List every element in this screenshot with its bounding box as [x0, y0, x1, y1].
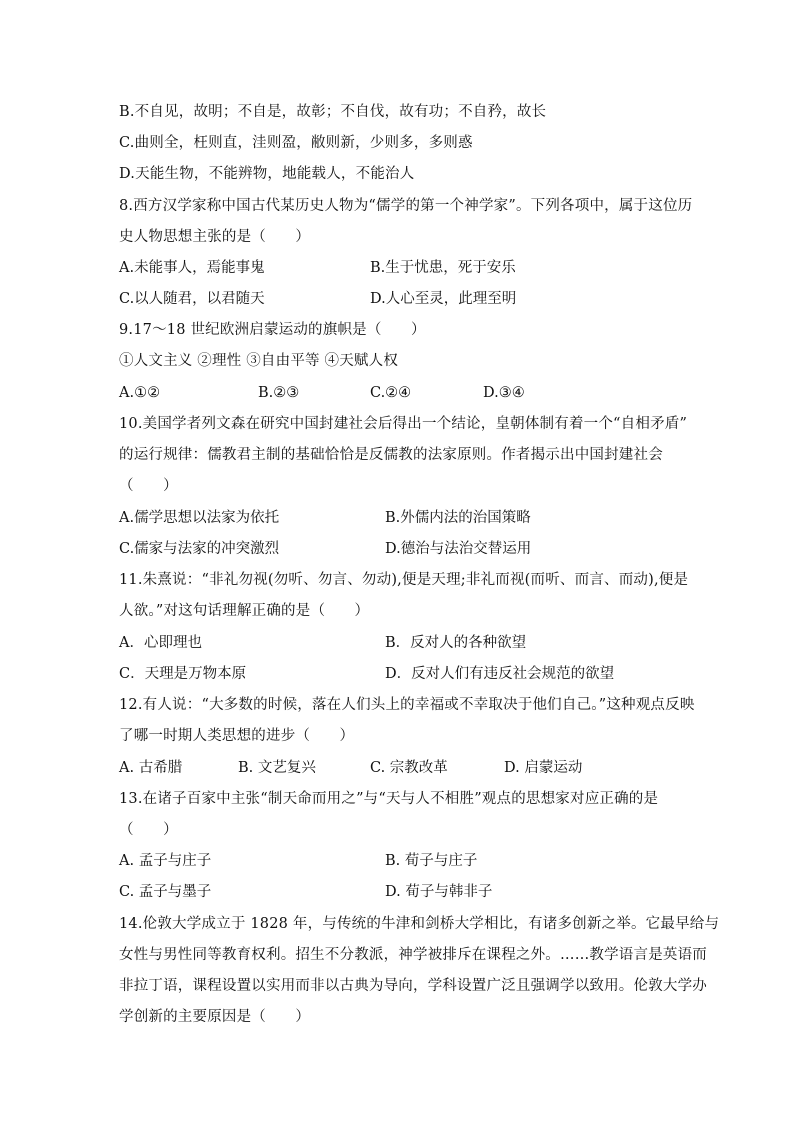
- question-13-option-a: A. 孟子与庄子: [119, 853, 212, 869]
- question-9-option-d: D.③④: [483, 385, 525, 401]
- question-8-stem-line2: 史人物思想主张的是（ ）: [119, 229, 311, 245]
- question-9-stem-line2: ①人文主义 ②理性 ③自由平等 ④天赋人权: [119, 353, 399, 369]
- question-10-option-b: B.外儒内法的治国策略: [385, 510, 531, 526]
- prev-option-c: C.曲则全，枉则直，洼则盈，敝则新，少则多，多则惑: [119, 135, 473, 151]
- question-10-stem-line1: 10.美国学者列文森在研究中国封建社会后得出一个结论，皇朝体制有着一个“自相矛盾”: [119, 416, 688, 432]
- question-10-stem-line2: 的运行规律：儒教君主制的基础恰恰是反儒教的法家原则。作者揭示出中国封建社会: [119, 447, 663, 463]
- question-14-stem-line3: 非拉丁语，课程设置以实用而非以古典为导向，学科设置广泛且强调学以致用。伦敦大学办: [119, 978, 707, 994]
- question-8-stem-line1: 8.西方汉学家称中国古代某历史人物为“儒学的第一个神学家”。下列各项中，属于这位历: [119, 198, 693, 214]
- question-8-option-d: D.人心至灵，此理至明: [370, 291, 517, 307]
- question-8-option-b: B.生于忧患，死于安乐: [370, 260, 516, 276]
- question-14-stem-line4: 学创新的主要原因是（ ）: [119, 1009, 311, 1025]
- question-14-stem-line2: 女性与男性同等教育权利。招生不分教派，神学被排斥在课程之外。……教学语言是英语而: [119, 947, 707, 963]
- question-9-option-a: A.①②: [119, 385, 161, 401]
- question-10-option-a: A.儒学思想以法家为依托: [119, 510, 280, 526]
- question-9-stem-line1: 9.17～18 世纪欧洲启蒙运动的旗帜是（ ）: [119, 322, 426, 338]
- question-9-option-b: B.②③: [258, 385, 300, 401]
- question-10-stem-line3: （ ）: [119, 478, 178, 494]
- prev-option-b: B.不自见，故明；不自是，故彰；不自伐，故有功；不自矜，故长: [119, 104, 547, 120]
- question-12-option-a: A. 古希腊: [119, 760, 183, 776]
- question-13-stem-line2: （ ）: [119, 822, 178, 838]
- question-11-option-b: B．反对人的各种欲望: [385, 635, 527, 651]
- question-11-option-a: A．心即理也: [119, 635, 202, 651]
- question-12-option-b: B. 文艺复兴: [238, 760, 316, 776]
- question-10-option-d: D.德治与法治交替运用: [385, 541, 532, 557]
- question-13-stem-line1: 13.在诸子百家中主张“制天命而用之”与“天与人不相胜”观点的思想家对应正确的是: [119, 791, 659, 807]
- question-13-option-c: C. 孟子与墨子: [119, 884, 212, 900]
- question-11-option-d: D．反对人们有违反社会规范的欲望: [385, 666, 615, 682]
- question-12-option-d: D. 启蒙运动: [504, 760, 583, 776]
- question-9-option-c: C.②④: [370, 385, 412, 401]
- question-12-stem-line2: 了哪一时期人类思想的进步（ ）: [119, 728, 355, 744]
- question-8-option-c: C.以人随君，以君随天: [119, 291, 265, 307]
- question-11-stem-line2: 人欲。”对这句话理解正确的是（ ）: [119, 603, 370, 619]
- question-11-option-c: C．天理是万物本原: [119, 666, 247, 682]
- question-14-stem-line1: 14.伦敦大学成立于 1828 年，与传统的牛津和剑桥大学相比，有诸多创新之举。它最早给与: [119, 916, 720, 932]
- prev-option-d: D.天能生物，不能辨物，地能载人，不能治人: [119, 166, 415, 182]
- question-8-option-a: A.未能事人，焉能事鬼: [119, 260, 265, 276]
- question-10-option-c: C.儒家与法家的冲突激烈: [119, 541, 280, 557]
- question-12-stem-line1: 12.有人说：“大多数的时候，落在人们头上的幸福或不幸取决于他们自己。”这种观点反映: [119, 697, 695, 713]
- question-12-option-c: C. 宗教改革: [370, 760, 448, 776]
- question-13-option-d: D. 荀子与韩非子: [385, 884, 493, 900]
- question-11-stem-line1: 11.朱熹说：“非礼勿视(勿听、勿言、勿动),便是天理;非礼而视(而听、而言、而动),便是: [119, 572, 689, 588]
- question-13-option-b: B. 荀子与庄子: [385, 853, 478, 869]
